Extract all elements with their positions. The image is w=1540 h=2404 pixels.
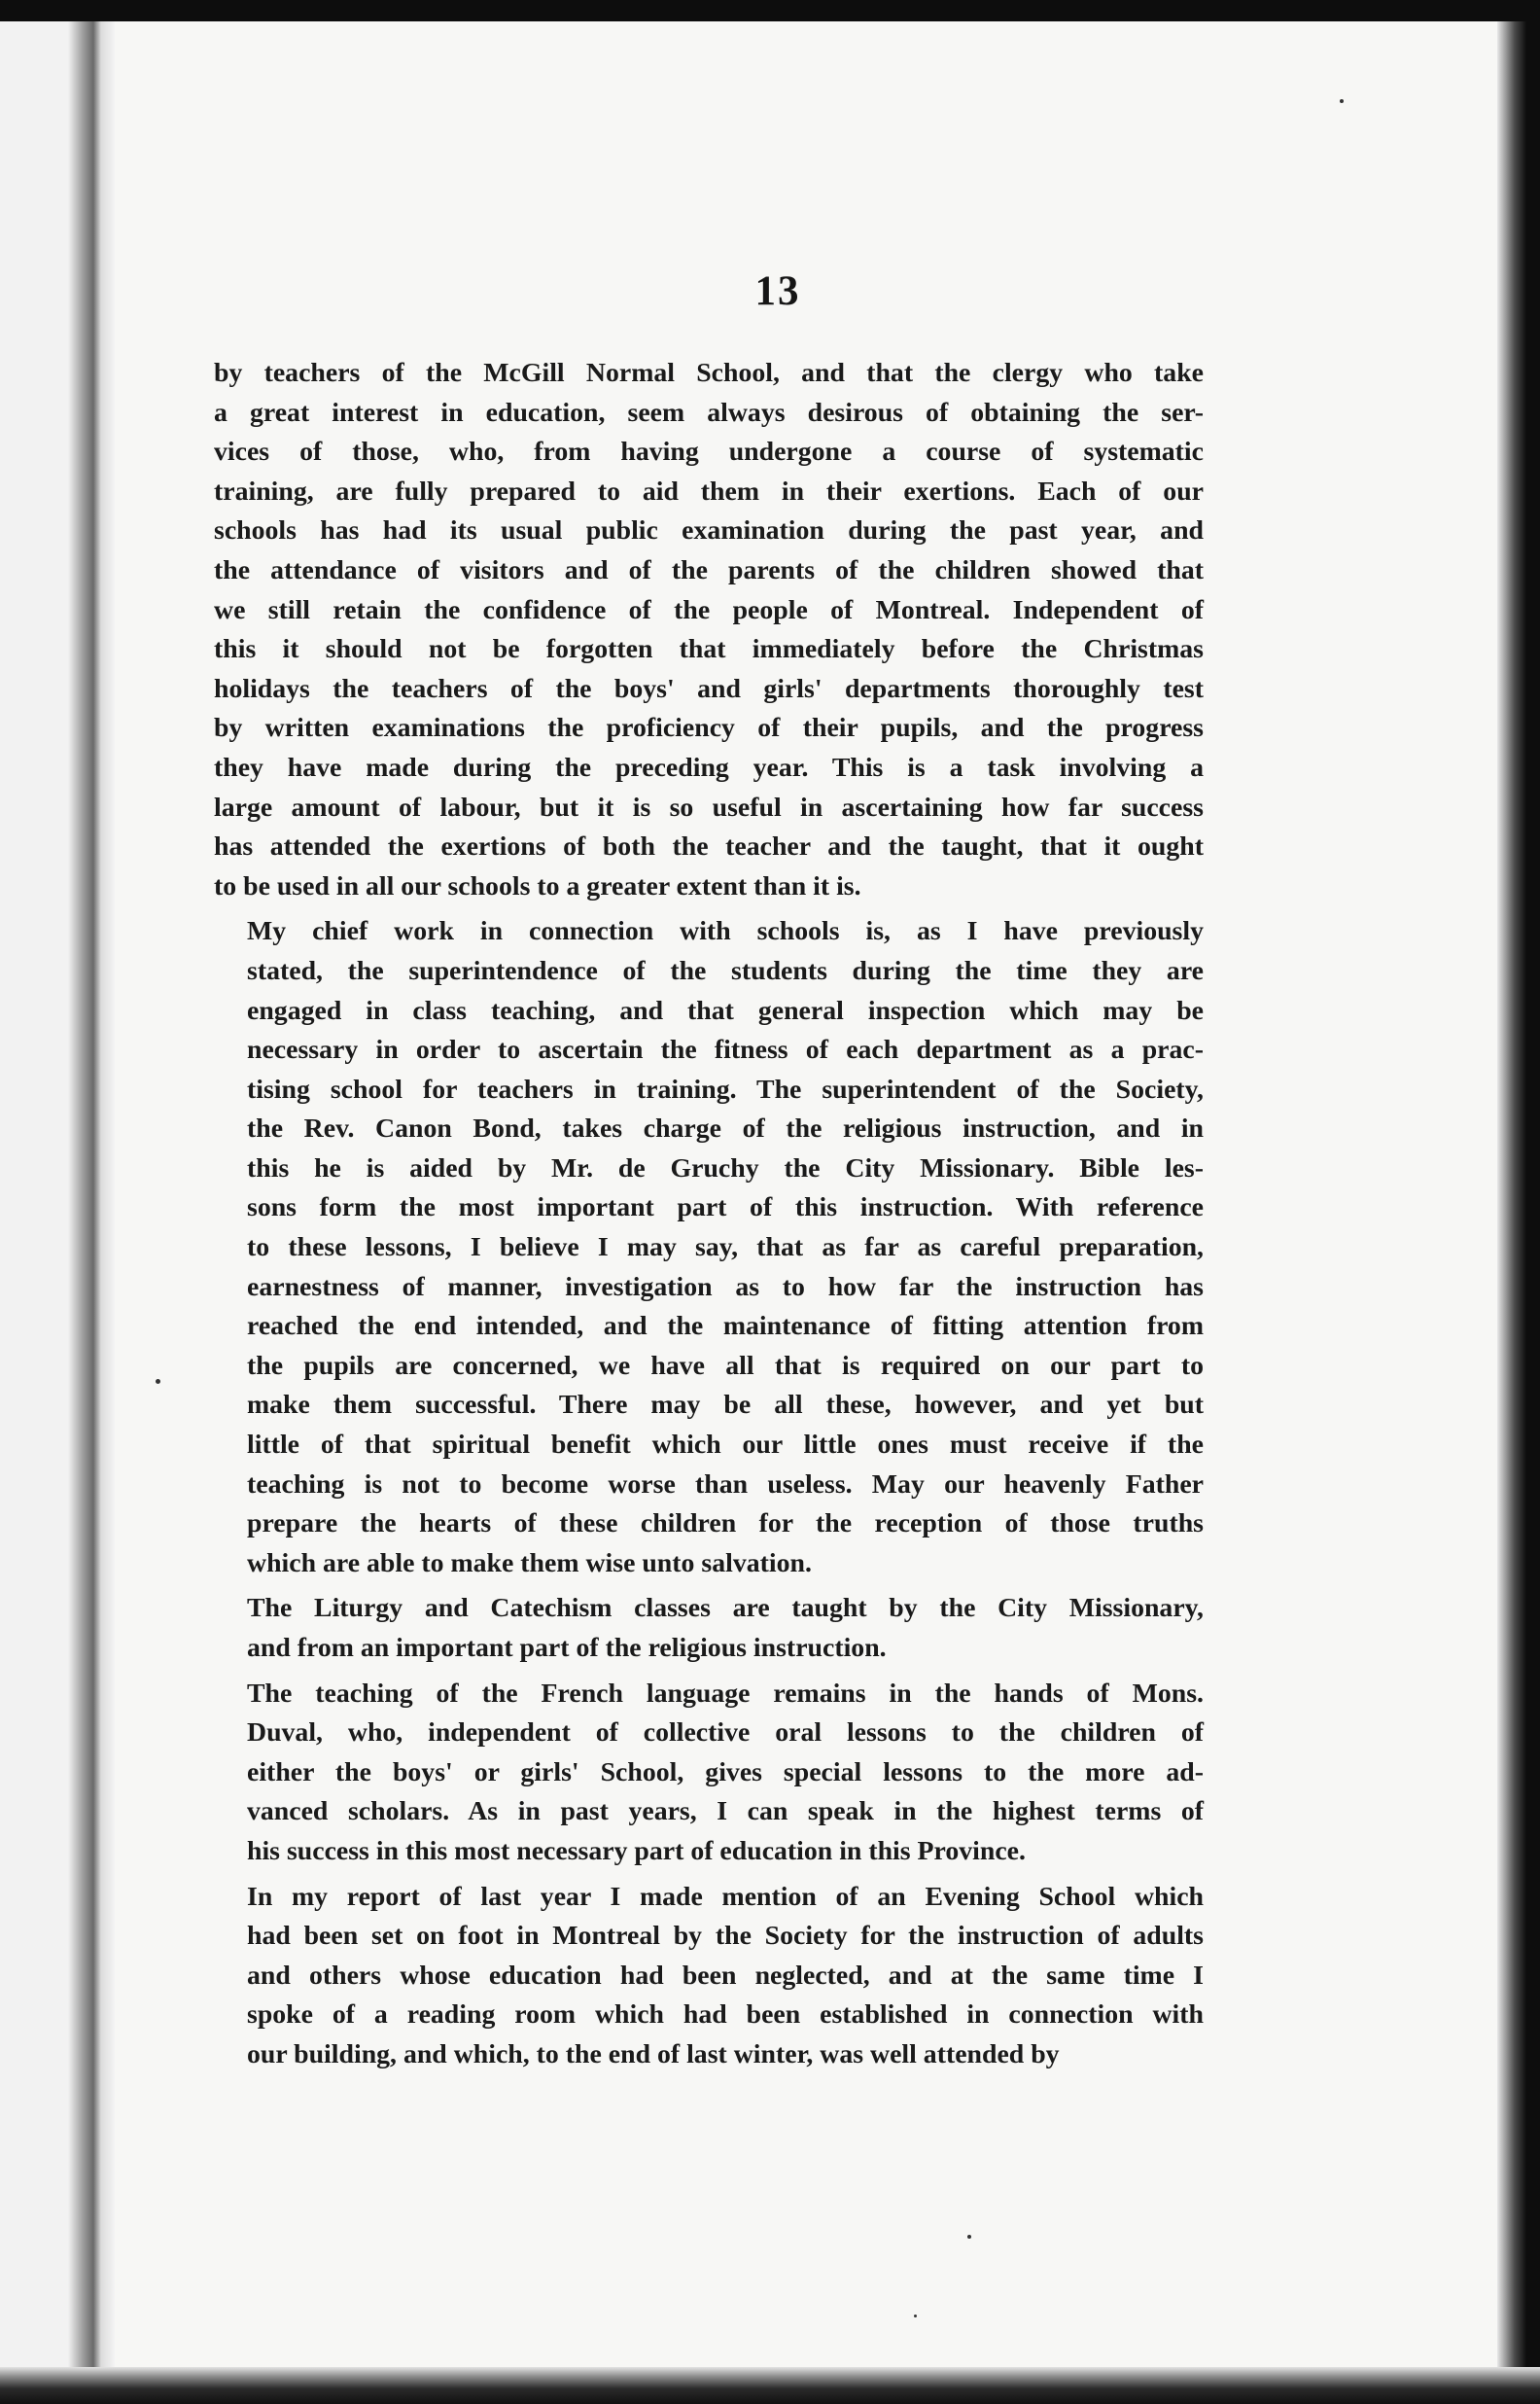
text-line: which are able to make them wise unto salvation. xyxy=(247,1547,812,1578)
paragraph-4 xyxy=(214,1675,1204,1872)
text-line: In my report of last year I made mention of an Evening School which xyxy=(247,1881,1204,1912)
paragraph-2 xyxy=(214,912,1204,1583)
text-line: they have made during the preceding year. This is a task involving a xyxy=(214,752,1204,783)
text-line: either the boys' or girls' School, gives special lessons to the more ad- xyxy=(247,1756,1204,1787)
text-line: stated, the superintendence of the students during the time they are xyxy=(247,955,1204,986)
scan-speck xyxy=(914,2315,917,2317)
text-line: reached the end intended, and the maintenance of fitting attention from xyxy=(247,1311,1204,1342)
text-line: Duval, who, independent of collective oral lessons to the children of xyxy=(247,1717,1204,1749)
text-line: has attended the exertions of both the teacher and the taught, that it ought xyxy=(214,831,1204,863)
body-text xyxy=(214,354,1204,2081)
text-line: little of that spiritual benefit which our little ones must receive if the xyxy=(247,1430,1204,1461)
text-line: The teaching of the French language remains in the hands of Mons. xyxy=(247,1678,1204,1709)
text-line: prepare the hearts of these children for the reception of those truths xyxy=(247,1508,1204,1539)
page-number: 13 xyxy=(754,268,801,314)
text-line: vices of those, who, from having undergone a course of systematic xyxy=(214,437,1204,468)
text-line: a great interest in education, seem always desirous of obtaining the ser- xyxy=(214,397,1204,428)
paragraph-5 xyxy=(214,1878,1204,2075)
text-line: earnestness of manner, investigation as to how far the instruction has xyxy=(247,1271,1204,1302)
text-line: necessary in order to ascertain the fitness of each department as a prac- xyxy=(247,1035,1204,1066)
text-line: our building, and which, to the end of last winter, was well attended by xyxy=(247,2038,1060,2069)
text-line: spoke of a reading room which had been established in connection with xyxy=(247,1999,1204,2031)
text-line: to these lessons, I believe I may say, that as far as careful preparation, xyxy=(247,1232,1204,1263)
scan-speck xyxy=(1340,99,1344,103)
text-line: sons form the most important part of this instruction. With reference xyxy=(247,1192,1204,1223)
text-line: tising school for teachers in training. The superintendent of the Society, xyxy=(247,1074,1204,1105)
text-line: by written examinations the proficiency of their pupils, and the progress xyxy=(214,713,1204,744)
text-line: training, are fully prepared to aid them in their exertions. Each of our xyxy=(214,476,1204,507)
text-line: had been set on foot in Montreal by the Society for the instruction of adults xyxy=(247,1921,1204,1952)
text-line: this he is aided by Mr. de Gruchy the City Missionary. Bible les- xyxy=(247,1152,1204,1184)
text-line: by teachers of the McGill Normal School, and that the clergy who take xyxy=(214,358,1204,388)
paragraph-1 xyxy=(214,354,1204,906)
scan-speck xyxy=(156,1379,160,1384)
text-line: this it should not be forgotten that immediately before the Christmas xyxy=(214,634,1204,665)
text-line: the Rev. Canon Bond, takes charge of the religious instruction, and in xyxy=(247,1114,1204,1145)
text-line: vanced scholars. As in past years, I can speak in the highest terms of xyxy=(247,1796,1204,1827)
text-line: engaged in class teaching, and that general inspection which may be xyxy=(247,995,1204,1026)
scan-speck xyxy=(967,2235,971,2239)
text-line: we still retain the confidence of the people of Montreal. Independent of xyxy=(214,594,1204,625)
text-line: teaching is not to become worse than useless. May our heavenly Father xyxy=(247,1468,1204,1500)
text-line: to be used in all our schools to a greater extent than it is. xyxy=(214,870,861,902)
text-line: large amount of labour, but it is so useful in ascertaining how far success xyxy=(214,792,1204,823)
text-line: and from an important part of the religious instruction. xyxy=(247,1633,887,1663)
text-line: My chief work in connection with schools is, as I have previously xyxy=(247,916,1204,947)
text-line: the pupils are concerned, we have all that is required on our part to xyxy=(247,1350,1204,1381)
text-line: holidays the teachers of the boys' and girls' departments thoroughly test xyxy=(214,673,1204,704)
scan-top-border xyxy=(0,0,1540,21)
text-line: The Liturgy and Catechism classes are taught by the City Missionary, xyxy=(247,1593,1204,1624)
scan-bottom-border xyxy=(0,2367,1540,2404)
text-line: his success in this most necessary part of education in this Province. xyxy=(247,1835,1026,1866)
scan-right-border xyxy=(1497,21,1540,2404)
scan-left-page-edge xyxy=(0,21,115,2385)
text-line: and others whose education had been neglected, and at the same time I xyxy=(247,1960,1204,1991)
paragraph-3 xyxy=(214,1589,1204,1668)
text-line: the attendance of visitors and of the parents of the children showed that xyxy=(214,554,1204,585)
text-line: make them successful. There may be all these, however, and yet but xyxy=(247,1390,1204,1421)
text-line: schools has had its usual public examination during the past year, and xyxy=(214,515,1204,547)
